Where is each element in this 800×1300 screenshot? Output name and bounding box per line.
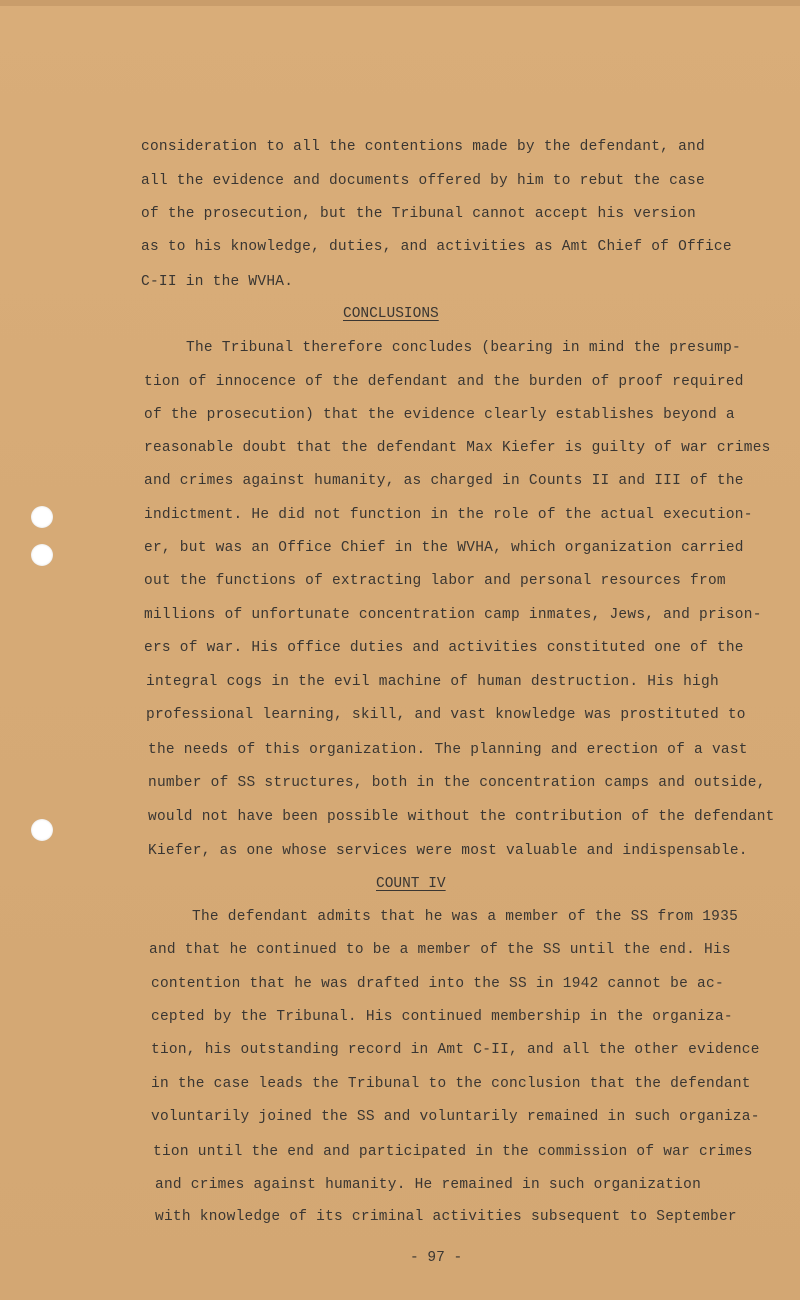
text-line: of the prosecution, but the Tribunal cannot accept his version [141,206,696,222]
text-line: with knowledge of its criminal activities subsequent to September [155,1209,737,1225]
text-line: cepted by the Tribunal. His continued membership in the organiza- [151,1009,733,1025]
text-line: The Tribunal therefore concludes (bearing in mind the presump- [186,340,741,356]
section-heading-conclusions: CONCLUSIONS [343,306,439,322]
text-line: and that he continued to be a member of the SS until the end. His [149,942,731,958]
text-line: in the case leads the Tribunal to the conclusion that the defendant [151,1076,751,1092]
text-line: er, but was an Office Chief in the WVHA, which organization carried [144,540,744,556]
text-line: integral cogs in the evil machine of human destruction. His high [146,674,719,690]
text-line: and crimes against humanity, as charged in Counts II and III of the [144,473,744,489]
text-line: professional learning, skill, and vast knowledge was prostituted to [146,707,746,723]
paper-edge [0,0,800,6]
text-line: and crimes against humanity. He remained in such organization [155,1177,702,1193]
text-line: Kiefer, as one whose services were most valuable and indispensable. [148,843,748,859]
text-line: The defendant admits that he was a member of the SS from 1935 [192,909,739,925]
text-line: contention that he was drafted into the SS in 1942 cannot be ac- [151,976,724,992]
text-line: the needs of this organization. The planning and erection of a vast [148,742,748,758]
text-line: indictment. He did not function in the role of the actual execution- [144,507,753,523]
punch-hole [31,506,53,528]
text-line: consideration to all the contentions made by the defendant, and [141,139,705,155]
text-line: as to his knowledge, duties, and activities as Amt Chief of Office [141,239,732,255]
text-line: millions of unfortunate concentration camp inmates, Jews, and prison- [144,607,762,623]
text-line: number of SS structures, both in the concentration camps and outside, [148,775,766,791]
text-line: tion, his outstanding record in Amt C-II, and all the other evidence [151,1042,760,1058]
text-line: tion of innocence of the defendant and the burden of proof required [144,374,744,390]
text-line: C-II in the WVHA. [141,274,294,290]
text-line: tion until the end and participated in the commission of war crimes [153,1144,753,1160]
text-line: reasonable doubt that the defendant Max Kiefer is guilty of war crimes [144,440,771,456]
punch-hole [31,544,53,566]
text-line: out the functions of extracting labor and personal resources from [144,573,726,589]
text-line: voluntarily joined the SS and voluntarily remained in such organiza- [151,1109,760,1125]
text-line: all the evidence and documents offered by him to rebut the case [141,173,705,189]
text-line: ers of war. His office duties and activities constituted one of the [144,640,744,656]
punch-hole [31,819,53,841]
text-line: of the prosecution) that the evidence clearly establishes beyond a [144,407,735,423]
section-heading-count-iv: COUNT IV [376,876,446,892]
page-number: - 97 - [410,1250,463,1266]
text-line: would not have been possible without the contribution of the defendant [148,809,775,825]
